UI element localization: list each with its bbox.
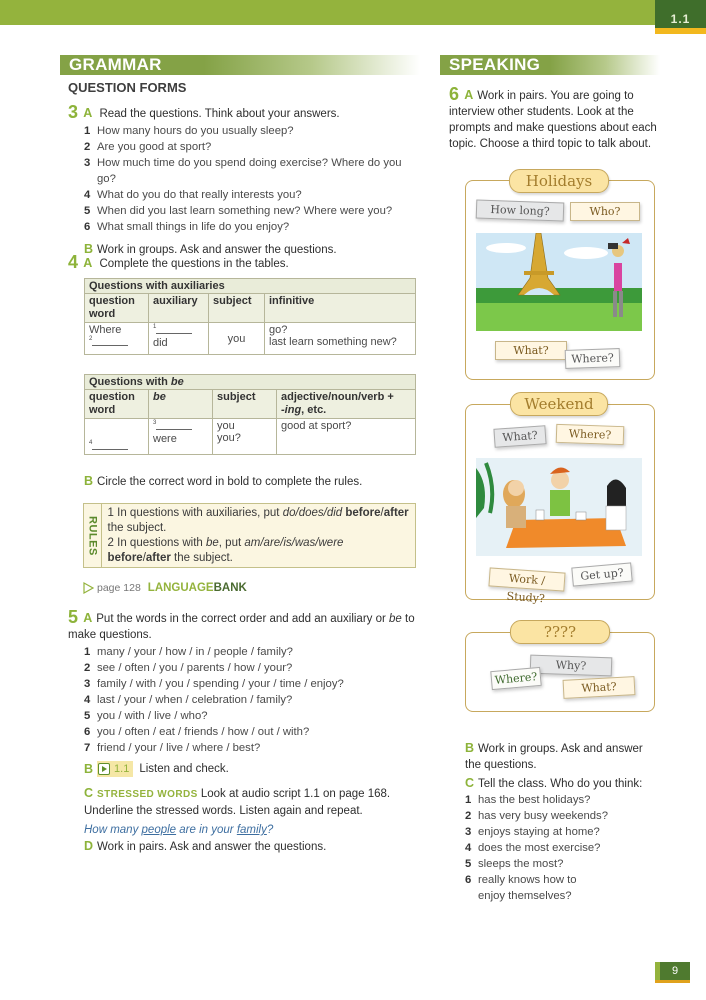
item-text: see / often / you / parents / how / your? — [97, 662, 293, 674]
column-header — [277, 390, 416, 419]
rules-label — [84, 504, 102, 567]
item-text: sleeps the most? — [478, 858, 564, 870]
instruction-text: Listen and check. — [139, 763, 229, 775]
unit-tab-accent — [655, 28, 706, 34]
item-text: How many hours do you usually sleep? — [97, 125, 294, 137]
cell-text: you — [217, 420, 235, 432]
prompt-tag: Get up? — [571, 562, 632, 586]
exercise-6a-instruction — [449, 86, 659, 152]
option-after[interactable]: after — [383, 507, 409, 519]
rule-italic: be — [206, 537, 219, 549]
prompt-tag: What? — [495, 341, 567, 360]
item-text: How much time do you spend doing exercise? Where do you go? — [97, 157, 402, 185]
table-caption — [85, 375, 416, 390]
rules-box — [83, 503, 416, 568]
item-text: you / with / live / who? — [97, 710, 208, 722]
option-before[interactable]: before — [345, 507, 381, 519]
option-after[interactable]: after — [145, 552, 171, 564]
question-forms-subheading: QUESTION FORMS — [68, 80, 187, 95]
gap-number: 1 — [153, 324, 157, 330]
list-item — [84, 724, 423, 740]
language-bank-label: BANK — [213, 582, 247, 594]
list-item — [84, 219, 418, 235]
arrow-right-icon — [83, 582, 94, 594]
item-text: What do you do that really interests you? — [97, 189, 302, 201]
item-text: When did you last learn something new? Where were you? — [97, 205, 393, 217]
item-number: 5 — [84, 710, 91, 722]
table-cell — [213, 419, 277, 455]
list-item — [84, 139, 418, 155]
exercise-letter: B — [84, 762, 94, 776]
stress-example — [84, 822, 424, 838]
rule-text: the subject. — [107, 522, 167, 534]
rule-text: the subject. — [170, 552, 233, 564]
instruction-text: Work in groups. Ask and answer the questions. — [97, 244, 337, 256]
exercise-number: 6 — [449, 84, 460, 104]
list-item — [84, 187, 418, 203]
cell-text: you? — [217, 432, 241, 444]
gap-number: 3 — [153, 420, 157, 426]
prompt-tag: Where? — [556, 424, 625, 445]
exercise-6b-instruction — [465, 740, 655, 773]
slash: / — [142, 552, 146, 564]
exercise-letter: A — [83, 106, 93, 120]
item-number: 3 — [84, 157, 91, 169]
cell-text: were — [153, 433, 177, 445]
list-item — [84, 708, 423, 724]
list-item — [465, 840, 665, 856]
item-text: Are you good at sport? — [97, 141, 212, 153]
instruction-text: to make questions. — [68, 613, 415, 641]
exercise-letter: B — [84, 474, 94, 488]
cell-text: did — [153, 337, 168, 349]
exercise-6c — [465, 775, 665, 904]
item-number: 4 — [465, 842, 472, 854]
rule-2 — [108, 536, 409, 566]
exercise-letter: A — [83, 256, 93, 270]
list-item — [465, 856, 665, 872]
rule-text: 1 In questions with auxiliaries, put — [107, 507, 283, 519]
instruction-text: Read the questions. Think about your answers. — [99, 108, 340, 120]
exercise-6c-items — [465, 792, 665, 904]
list-item — [84, 740, 423, 756]
cell-text: last learn something new? — [269, 336, 397, 348]
language-bank-link[interactable] — [83, 582, 247, 594]
column-header: auxiliary — [149, 294, 209, 323]
list-item — [465, 872, 605, 904]
card-title-holidays: Holidays — [509, 169, 609, 193]
page-number-underline — [655, 980, 690, 983]
cell-text: go? — [269, 324, 288, 336]
instruction-italic: be — [389, 613, 402, 625]
list-item — [465, 808, 665, 824]
list-item — [84, 676, 423, 692]
speaking-section-title: SPEAKING — [440, 55, 660, 75]
page-number: 9 — [660, 962, 690, 980]
paris-illustration — [476, 233, 642, 331]
prompt-tag: Where? — [490, 667, 541, 690]
exercise-3a-instruction — [68, 104, 418, 122]
list-item — [84, 123, 418, 139]
exercise-3-questions — [84, 123, 418, 235]
item-number: 4 — [84, 189, 91, 201]
language-bank-label: LANGUAGE — [147, 582, 214, 594]
header-text: , etc. — [301, 404, 327, 416]
exercise-5d-instruction — [84, 838, 326, 855]
rule-text: , put — [218, 537, 245, 549]
table-caption: Questions with auxiliaries — [85, 279, 416, 294]
exercise-letter: C — [84, 786, 94, 800]
prompt-tag: Why? — [530, 655, 613, 677]
list-item — [84, 692, 423, 708]
item-text: enjoys staying at home? — [478, 826, 600, 838]
grammar-section-title: GRAMMAR — [60, 55, 420, 75]
instruction-text: Work in pairs. You are going to interview other students. Look at the prompts and make questions about each topic. Choose a third topic to talk about. — [449, 90, 657, 150]
item-number: 2 — [84, 141, 91, 153]
list-item — [465, 824, 665, 840]
be-table — [84, 374, 416, 455]
caption-italic: be — [170, 376, 184, 388]
exercise-number: 4 — [68, 252, 79, 272]
rule-italic: am/are/is/was/were — [244, 537, 344, 549]
list-item — [84, 644, 423, 660]
item-number: 5 — [84, 205, 91, 217]
table-row — [85, 323, 416, 355]
exercise-letter: B — [84, 242, 94, 256]
exercise-letter: C — [465, 776, 475, 790]
column-header: infinitive — [265, 294, 416, 323]
gap-blank[interactable] — [92, 440, 128, 450]
prompt-tag: What? — [493, 425, 546, 448]
exercise-letter: A — [464, 88, 474, 102]
exercise-number: 3 — [68, 102, 79, 122]
exercise-5a-instruction — [68, 609, 423, 643]
eiffel-tower-image — [476, 233, 642, 331]
item-text: has the best holidays? — [478, 794, 591, 806]
friends-cafe-image — [476, 458, 642, 556]
prompt-tag: Where? — [565, 348, 621, 369]
instruction-text: Put the words in the correct order and add an auxiliary or — [96, 613, 390, 625]
audio-track-button[interactable] — [97, 761, 133, 777]
rules-label-text: RULES — [86, 515, 99, 556]
item-number: 3 — [84, 678, 91, 690]
list-item — [465, 792, 665, 808]
instruction-text: Tell the class. Who do you think: — [478, 778, 643, 790]
cafe-illustration — [476, 458, 642, 556]
table-cell: you — [209, 323, 265, 355]
exercise-5c-instruction — [84, 785, 424, 838]
column-header: question word — [85, 390, 149, 419]
item-text: many / your / how / in / people / family? — [97, 646, 293, 658]
column-header: subject — [209, 294, 265, 323]
item-text: What small things in life do you enjoy? — [97, 221, 290, 233]
item-text: really knows how to enjoy themselves? — [478, 874, 577, 902]
gap-blank[interactable] — [156, 420, 192, 430]
cell-text: Where — [89, 324, 122, 336]
item-number: 1 — [84, 646, 91, 658]
prompt-tag: Who? — [570, 202, 640, 221]
exercise-6c-instruction — [465, 775, 665, 792]
example-text: How many — [84, 824, 142, 836]
item-text: does the most exercise? — [478, 842, 601, 854]
instruction-text: Look at audio script 1.1 on page 168. Underline the stressed words. Listen again and repeat. — [84, 788, 391, 817]
audio-track-number: 1.1 — [114, 763, 130, 775]
column-header: subject — [213, 390, 277, 419]
item-number: 2 — [84, 662, 91, 674]
prompt-tag: How long? — [476, 199, 565, 221]
exercise-4b-instruction — [84, 473, 362, 490]
column-header: question word — [85, 294, 149, 323]
exercise-letter: D — [84, 839, 94, 853]
column-header: be — [149, 390, 213, 419]
rule-italic: do/does/did — [282, 507, 343, 519]
item-number: 2 — [465, 810, 472, 822]
list-item — [84, 155, 418, 187]
list-item — [84, 203, 418, 219]
table-cell — [85, 419, 149, 455]
item-text: last / your / when / celebration / family? — [97, 694, 293, 706]
table-cell — [149, 419, 213, 455]
top-banner — [0, 0, 655, 25]
stressed-words-label: STRESSED WORDS — [97, 789, 198, 800]
item-number: 1 — [84, 125, 91, 137]
item-text: you / often / eat / friends / how / out / with? — [97, 726, 310, 738]
exercise-5-items — [84, 644, 423, 756]
exercise-letter: B — [465, 741, 475, 755]
item-text: has very busy weekends? — [478, 810, 608, 822]
header-text: adjective/noun/verb + — [281, 391, 394, 403]
example-text: are in your — [176, 824, 237, 836]
header-italic: -ing — [281, 404, 302, 416]
card-title-weekend: Weekend — [510, 392, 608, 416]
item-number: 6 — [84, 221, 91, 233]
instruction-text: Work in groups. Ask and answer the questions. — [465, 743, 643, 771]
auxiliaries-table — [84, 278, 416, 355]
item-number: 3 — [465, 826, 472, 838]
instruction-text: Work in pairs. Ask and answer the questions. — [97, 841, 327, 853]
slash: / — [380, 507, 384, 519]
table-cell: good at sport? — [277, 419, 416, 455]
table-row — [85, 419, 416, 455]
gap-number: 2 — [89, 336, 93, 342]
exercise-5b-instruction — [84, 761, 229, 777]
item-number: 5 — [465, 858, 472, 870]
play-icon — [98, 763, 110, 775]
item-number: 6 — [84, 726, 91, 738]
card-title-third-topic: ???? — [510, 620, 610, 644]
prompt-tag: What? — [563, 676, 636, 699]
table-cell — [265, 323, 416, 355]
table-cell — [85, 323, 149, 355]
stressed-word: people — [141, 824, 177, 836]
instruction-text: Circle the correct word in bold to complete the rules. — [97, 476, 363, 488]
item-number: 6 — [465, 874, 472, 886]
rule-text: 2 In questions with — [107, 537, 206, 549]
rules-text — [102, 504, 415, 567]
exercise-number: 5 — [68, 607, 79, 627]
item-number: 1 — [465, 794, 472, 806]
prompt-tag: Work / Study? — [488, 567, 565, 591]
item-number: 7 — [84, 742, 91, 754]
instruction-text: Complete the questions in the tables. — [99, 258, 289, 270]
gap-blank[interactable] — [156, 324, 192, 334]
exercise-4a-instruction — [68, 254, 418, 272]
rule-1 — [108, 506, 409, 536]
page-reference: page 128 — [97, 582, 141, 594]
unit-tab: 1.1 — [655, 0, 706, 28]
gap-number: 4 — [89, 440, 93, 446]
exercise-letter: A — [83, 611, 93, 625]
exercise-3 — [68, 104, 418, 258]
item-text: family / with / you / spending / your / time / enjoy? — [97, 678, 344, 690]
exercise-5 — [68, 609, 423, 756]
option-before[interactable]: before — [107, 552, 143, 564]
caption-text: Questions with — [89, 376, 171, 388]
item-number: 4 — [84, 694, 91, 706]
item-text: friend / your / live / where / best? — [97, 742, 261, 754]
stressed-word: family — [236, 824, 267, 836]
list-item — [84, 660, 423, 676]
gap-blank[interactable] — [92, 336, 128, 346]
table-cell — [149, 323, 209, 355]
example-text: ? — [266, 824, 274, 836]
